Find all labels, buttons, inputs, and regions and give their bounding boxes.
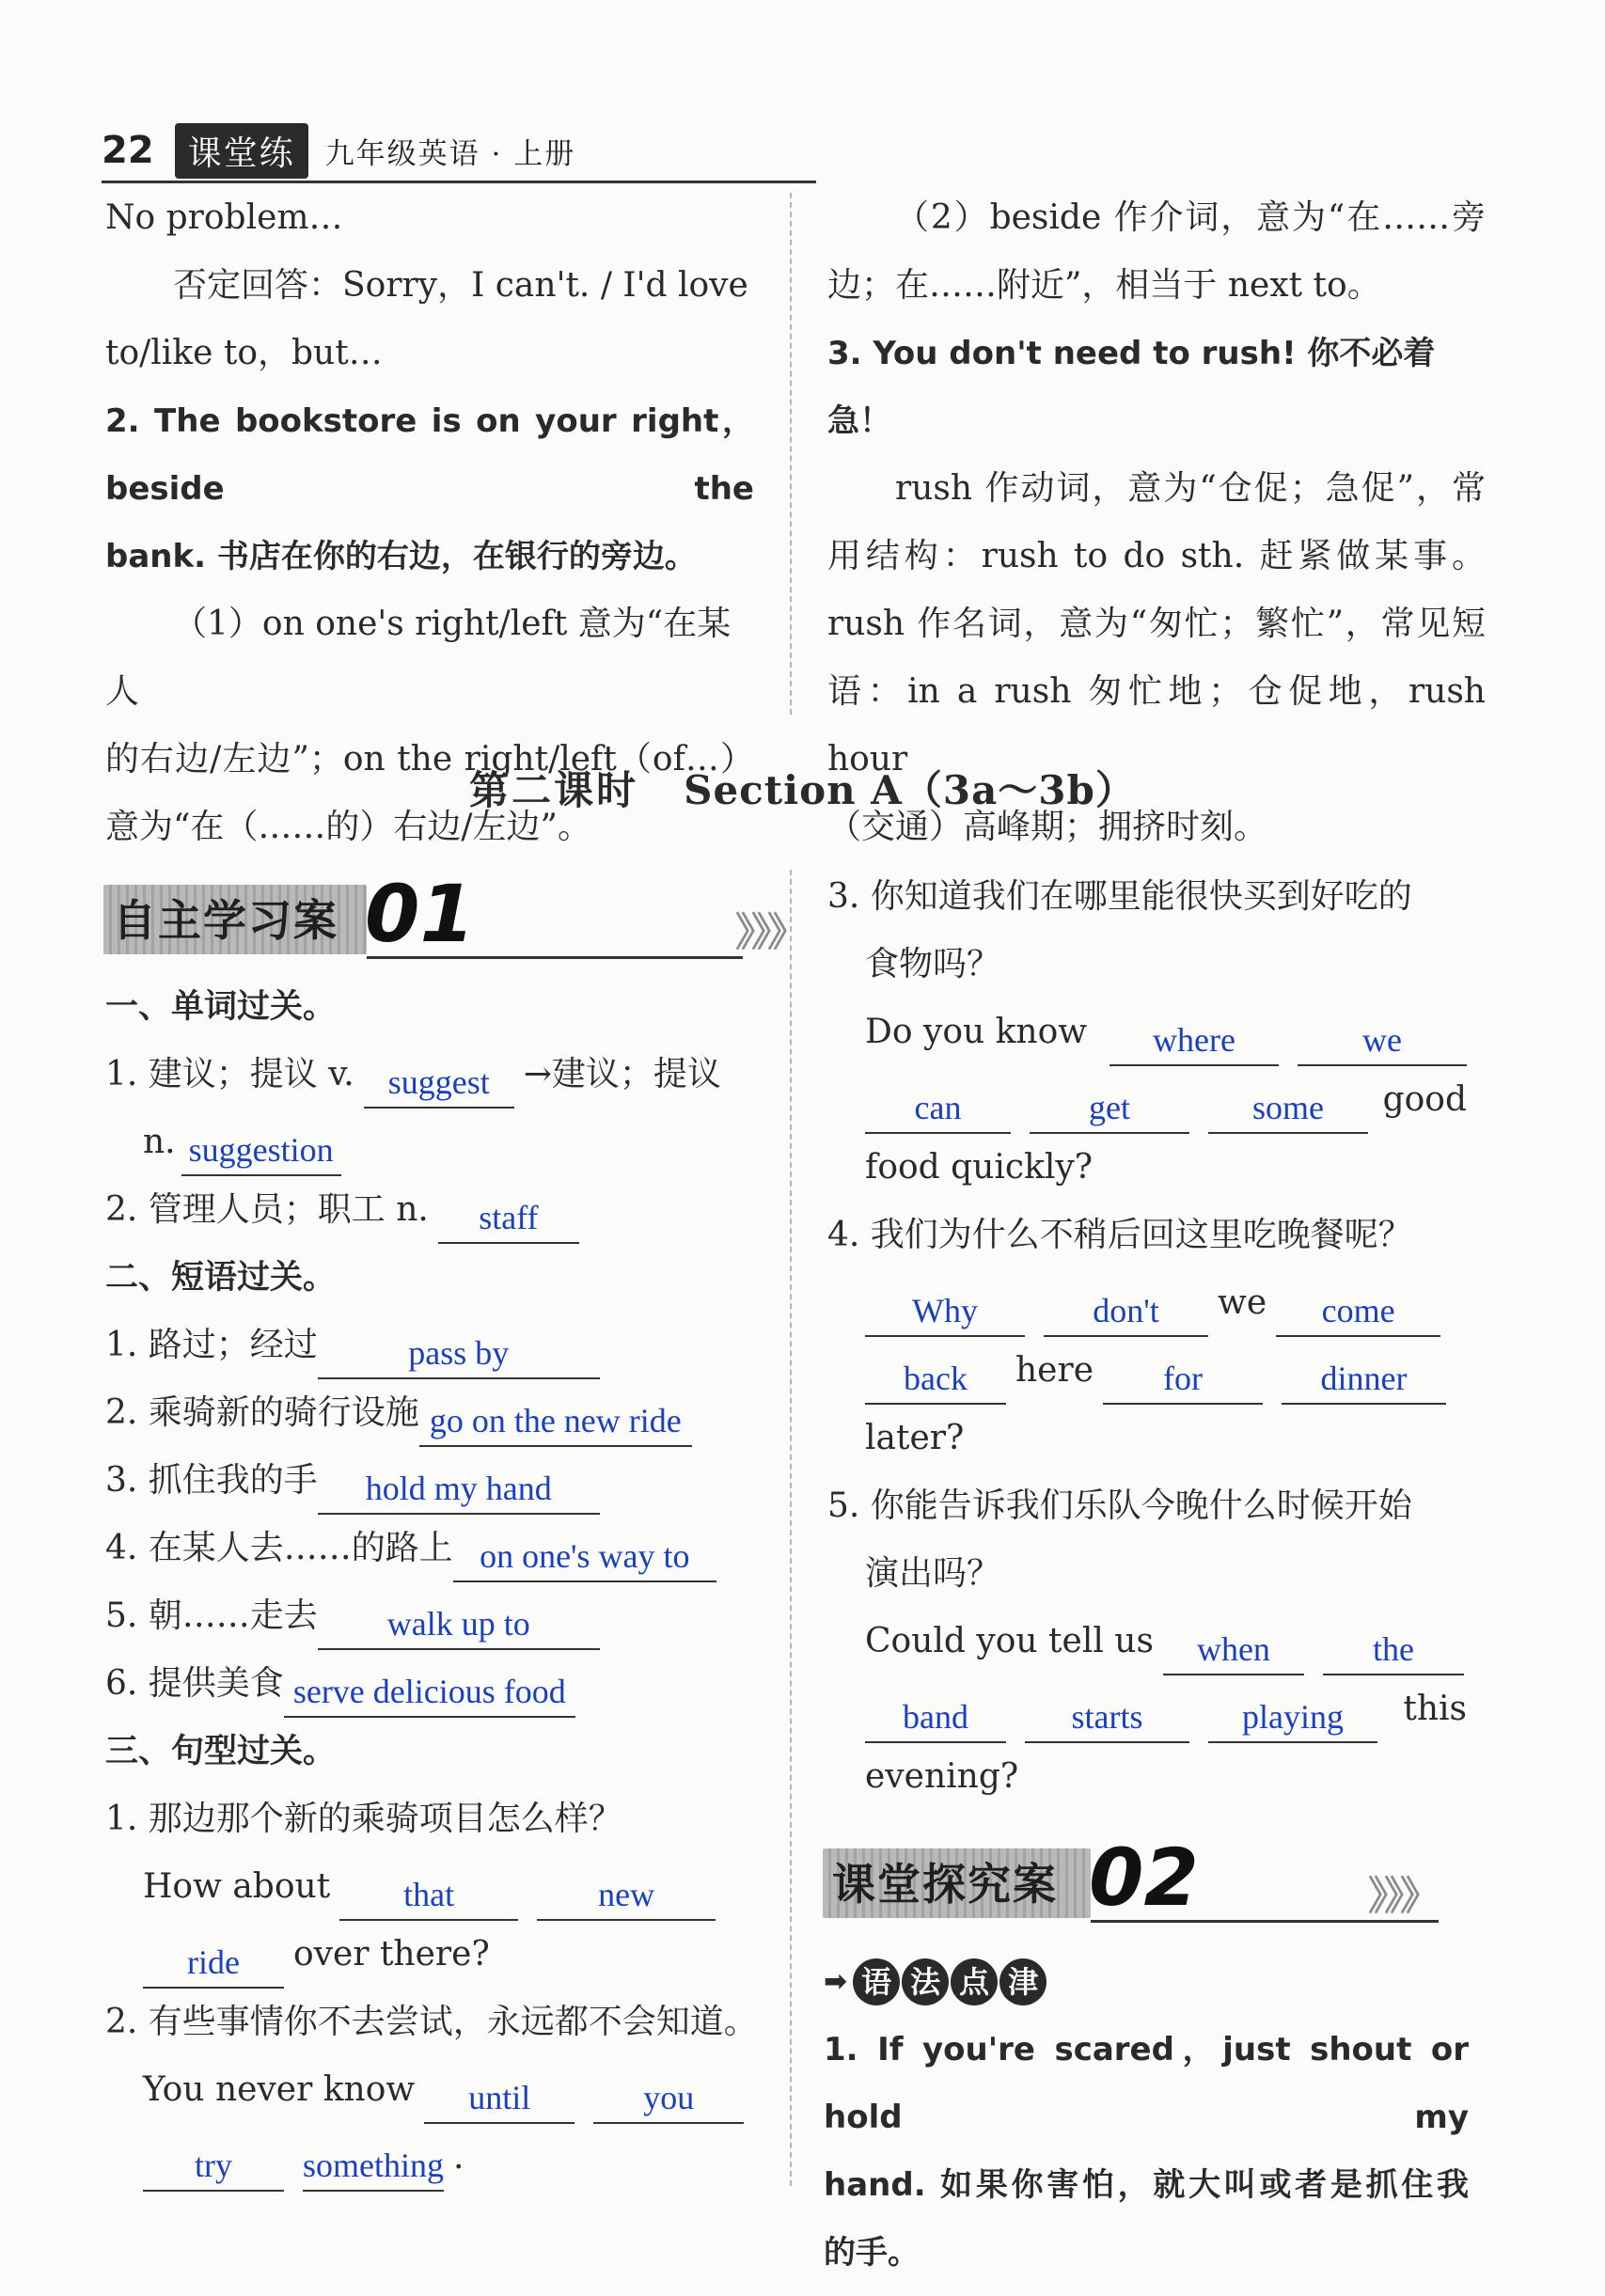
sentence-text: here — [1015, 1351, 1094, 1390]
grammar-sentence: 的手。 — [824, 2234, 920, 2272]
text-line: （2）beside 作介词，意为“在……旁 — [895, 198, 1486, 237]
answer-blank[interactable]: that — [339, 1870, 518, 1921]
question-text: n. — [143, 1123, 176, 1161]
self-study-column — [105, 973, 763, 2192]
banner-arrows-icon: 》》》 — [1368, 1873, 1437, 1919]
question-text: 4. 在某人去……的路上 — [105, 1529, 453, 1567]
banner-underline — [367, 956, 743, 959]
sentence-cn: 5. 你能告诉我们乐队今晚什么时候开始 — [827, 1486, 1412, 1525]
banner-text: 自主学习案 — [113, 895, 338, 946]
note-heading: bank. 书店在你的右边，在银行的旁边。 — [105, 538, 697, 575]
book-title: 九年级英语 · 上册 — [324, 136, 576, 171]
grammar-char: 语 — [853, 1958, 900, 2005]
text-line: No problem… — [105, 198, 343, 237]
section-heading: 一、单词过关。 — [105, 988, 337, 1026]
column-divider — [790, 193, 792, 715]
grammar-char: 法 — [902, 1958, 949, 2005]
answer-blank[interactable]: dinner — [1282, 1354, 1446, 1405]
answer-blank[interactable]: staff — [438, 1193, 579, 1244]
answer-blank[interactable]: you — [593, 2073, 744, 2124]
answer-blank[interactable]: the — [1323, 1625, 1464, 1675]
sentence-text: . — [453, 2138, 464, 2177]
answer-blank[interactable]: back — [865, 1354, 1006, 1405]
answer-blank[interactable]: where — [1109, 1015, 1279, 1066]
sentence-cn: 1. 那边那个新的乘骑项目怎么样？ — [105, 1800, 622, 1838]
grammar-char: 津 — [999, 1958, 1046, 2005]
text-line: （交通）高峰期；拥挤时刻。 — [827, 808, 1268, 846]
sentence-en — [827, 999, 1467, 1066]
sentence-cn: 食物吗？ — [865, 945, 1001, 983]
answer-blank[interactable]: playing — [1208, 1692, 1377, 1743]
phrase-item — [105, 1379, 763, 1447]
text-line: to/like to，but… — [105, 334, 383, 372]
banner-number: 02 — [1089, 1832, 1199, 1924]
phrase-item — [105, 1312, 763, 1379]
answer-blank[interactable]: for — [1103, 1354, 1263, 1405]
text-line: 否定回答：Sorry，I can't. / I'd love — [173, 266, 748, 305]
answer-blank[interactable]: Why — [865, 1286, 1025, 1337]
self-study-banner — [103, 868, 804, 960]
answer-blank[interactable]: some — [1208, 1083, 1368, 1134]
section-heading: 二、短语过关。 — [105, 1259, 337, 1297]
text-line: rush 作名词，意为“匆忙；繁忙”，常见短 — [827, 605, 1486, 643]
lesson-title — [0, 760, 1605, 816]
sentence-cn: 演出吗？ — [865, 1554, 1001, 1593]
sentence-cn: 2. 有些事情你不去尝试，永远都不会知道。 — [105, 2003, 758, 2041]
answer-blank[interactable]: pass by — [318, 1329, 600, 1379]
text-line: 的右边/左边”；on the right/left（of…） — [105, 740, 754, 778]
question-text: 2. 管理人员；职工 n. — [105, 1190, 429, 1229]
question-text: 5. 朝……走去 — [105, 1596, 318, 1635]
answer-blank[interactable]: ride — [143, 1938, 284, 1989]
question-text: 1. 建议；提议 v. — [105, 1055, 354, 1093]
inquiry-banner — [823, 1832, 1443, 1924]
phrase-item — [105, 1650, 763, 1718]
sentence-en — [105, 1921, 763, 1989]
section-heading: 三、句型过关。 — [105, 1733, 337, 1770]
grammar-sentence: 1. If you're scared，just shout or hold my — [824, 2031, 1469, 2136]
sentence-en — [105, 1853, 763, 1921]
answer-blank[interactable]: come — [1276, 1286, 1440, 1337]
answer-blank[interactable]: when — [1163, 1625, 1304, 1675]
sentence-en — [827, 1675, 1467, 1743]
text-line: 边；在……附近”，相当于 next to。 — [827, 266, 1381, 305]
vocab-item — [105, 1041, 763, 1109]
text-line: 用结构：rush to do sth. 赶紧做某事。 — [827, 537, 1486, 575]
grammar-sentence: hand. 如果你害怕，就大叫或者是抓住我 — [824, 2166, 1469, 2204]
banner-number: 01 — [365, 868, 475, 960]
sentence-text: over there? — [293, 1935, 490, 1974]
text-line: 语：in a rush 匆忙地；仓促地，rush hour — [827, 672, 1486, 778]
answer-blank[interactable]: walk up to — [318, 1599, 600, 1650]
answer-blank[interactable]: band — [865, 1692, 1006, 1743]
grammar-tag — [824, 1948, 1469, 2016]
sentence-en — [827, 1066, 1467, 1134]
arrow-right-icon: ➡ — [824, 1965, 848, 1998]
answer-blank[interactable]: suggest — [364, 1058, 514, 1109]
grammar-section — [824, 1948, 1469, 2287]
answer-blank[interactable]: can — [865, 1083, 1011, 1134]
sentence-en — [105, 2056, 763, 2124]
sentence-text: Do you know — [865, 1013, 1088, 1051]
sentence-text: How about — [143, 1867, 331, 1906]
answer-blank[interactable]: something — [303, 2141, 444, 2192]
page-number: 22 — [102, 129, 154, 172]
sentence-en — [105, 2124, 763, 2192]
question-text: 6. 提供美食 — [105, 1664, 284, 1703]
answer-blank[interactable]: until — [424, 2073, 574, 2124]
note-heading: 2. The bookstore is on your right，beside the — [105, 402, 754, 508]
question-text: 1. 路过；经过 — [105, 1326, 318, 1364]
lesson-title-cn: 第二课时 — [469, 767, 639, 813]
answer-blank[interactable]: new — [537, 1870, 716, 1921]
text-line: 意为“在（……的）右边/左边”。 — [105, 808, 591, 846]
sentence-en: evening? — [865, 1757, 1019, 1796]
sentence-column — [827, 863, 1467, 1811]
question-text: →建议；提议 — [523, 1055, 721, 1093]
grammar-char: 点 — [951, 1958, 998, 2005]
sentence-text: we — [1218, 1283, 1267, 1322]
vocab-item — [105, 1109, 763, 1176]
answer-blank[interactable]: on one's way to — [453, 1532, 716, 1582]
answer-blank[interactable]: don't — [1044, 1286, 1208, 1337]
phrase-item — [105, 1582, 763, 1650]
answer-blank[interactable]: hold my hand — [318, 1464, 600, 1515]
sentence-cn: 3. 你知道我们在哪里能很快买到好吃的 — [827, 877, 1412, 916]
sentence-en — [827, 1337, 1467, 1405]
banner-text: 课堂探究案 — [832, 1859, 1058, 1910]
sentence-text: You never know — [143, 2070, 416, 2109]
header-rule — [102, 181, 816, 183]
answer-blank[interactable]: we — [1298, 1015, 1467, 1066]
sentence-text: good — [1382, 1080, 1467, 1119]
answer-blank[interactable]: get — [1030, 1083, 1189, 1134]
sentence-en: later? — [865, 1419, 965, 1457]
text-line: rush 作动词，意为“仓促；急促”，常 — [895, 469, 1486, 508]
sentence-en: food quickly? — [865, 1148, 1094, 1187]
banner-arrows-icon: 》》》 — [735, 909, 804, 955]
answer-blank[interactable]: serve delicious food — [284, 1667, 575, 1718]
sentence-text: this — [1403, 1690, 1467, 1728]
answer-blank[interactable]: starts — [1025, 1692, 1189, 1743]
column-divider — [790, 870, 792, 2186]
sentence-en — [827, 1608, 1467, 1675]
question-text: 3. 抓住我的手 — [105, 1461, 318, 1500]
vocab-item — [105, 1176, 763, 1244]
phrase-item — [105, 1515, 763, 1582]
text-line: （1）on one's right/left 意为“在某人 — [105, 605, 732, 711]
note-heading: 3. You don't need to rush! 你不必着急！ — [827, 335, 1436, 440]
answer-blank[interactable]: go on the new ride — [419, 1396, 692, 1447]
page-header — [102, 120, 575, 181]
question-text: 2. 乘骑新的骑行设施 — [105, 1393, 419, 1432]
brand-label: 课堂练 — [175, 123, 308, 179]
sentence-text: Could you tell us — [865, 1622, 1154, 1660]
sentence-en — [827, 1269, 1467, 1337]
sentence-cn: 4. 我们为什么不稍后回这里吃晚餐呢？ — [827, 1216, 1412, 1254]
phrase-item — [105, 1447, 763, 1515]
answer-blank[interactable]: try — [143, 2141, 284, 2192]
lesson-title-en: Section A（3a～3b） — [684, 767, 1136, 813]
answer-blank[interactable]: suggestion — [181, 1125, 341, 1176]
